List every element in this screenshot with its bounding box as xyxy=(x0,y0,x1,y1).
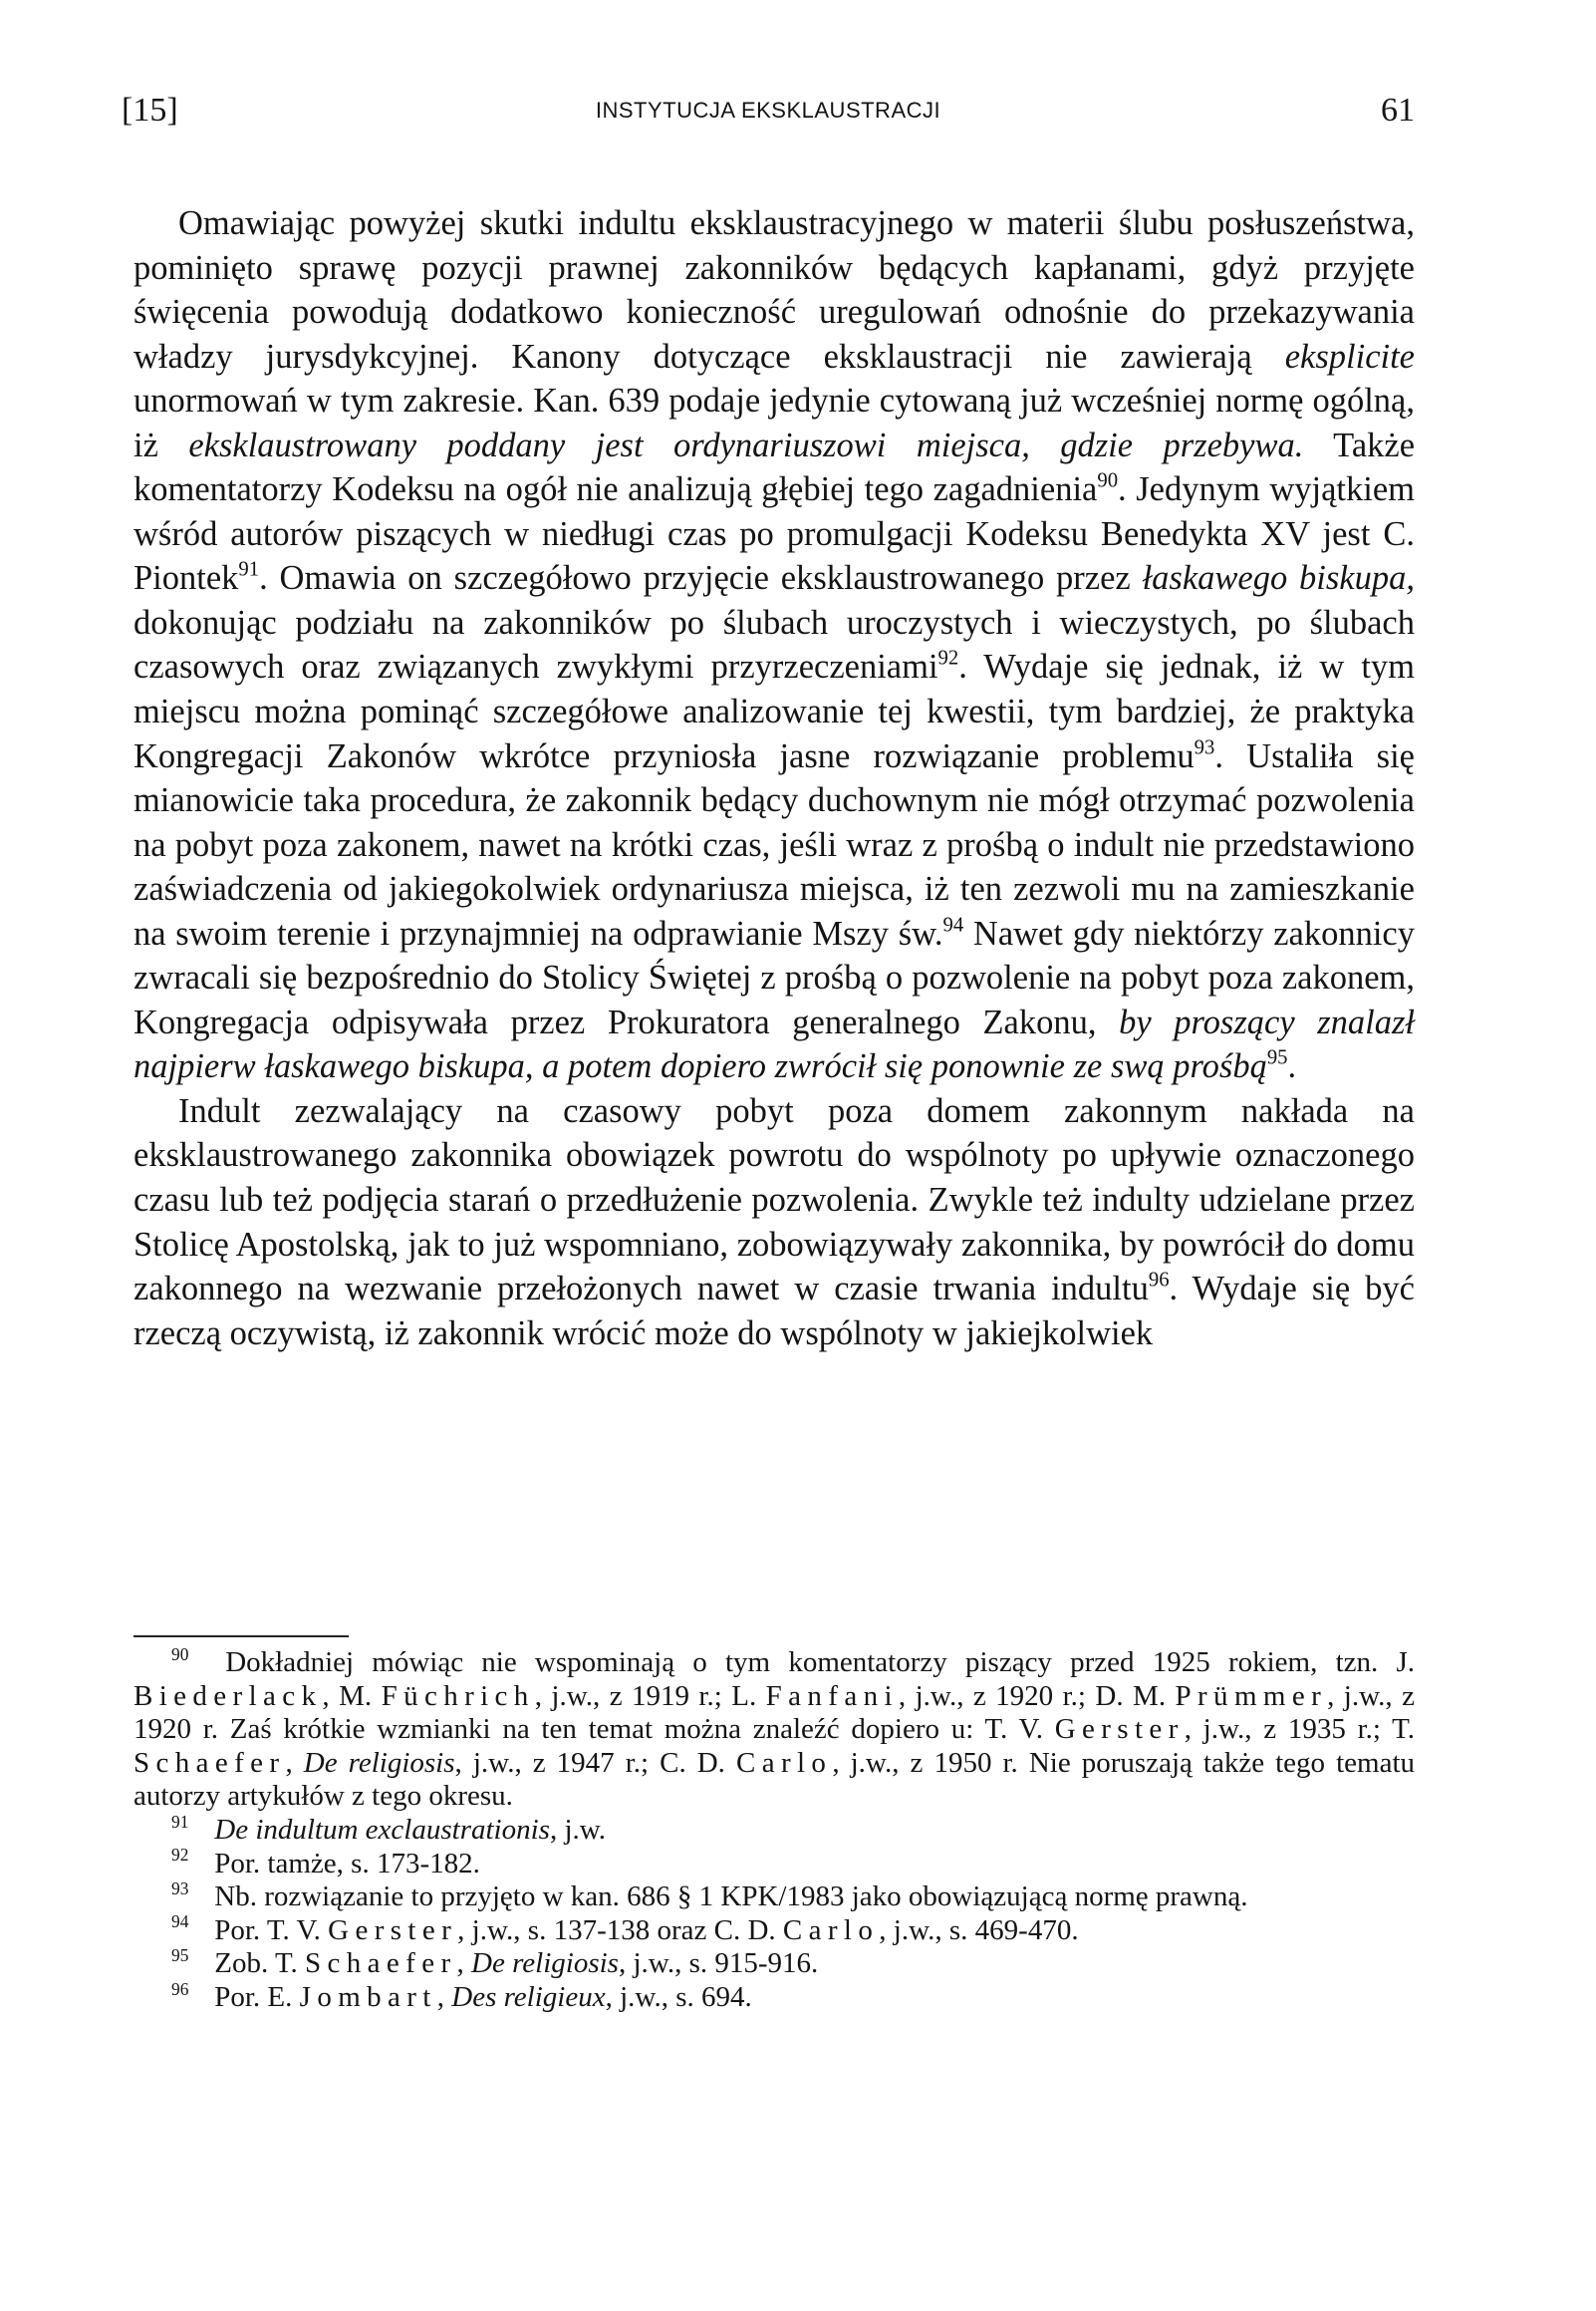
text-run: , j.w., s. 915-916. xyxy=(618,1947,819,1980)
text-run: , j.w. xyxy=(549,1813,607,1846)
text-run: unormowań w tym zakresie. Kan. 639 podaje jedynie cytowaną już wcześniej normę ogólną, iż xyxy=(133,382,1415,464)
text-run: . xyxy=(1287,1047,1297,1086)
text-run: , j.w., s. 137-138 oraz C. D. xyxy=(457,1913,783,1946)
work-title: Des religieux xyxy=(451,1980,606,2013)
footnote-93: $^{93}$ Nb. rozwiązanie to przyjęto w kan. 686 § 1 KPK/1983 jako obowiązującą normę prawną. xyxy=(171,1878,1248,1913)
author-name: Carlo xyxy=(735,1746,833,1779)
text-run: , M. xyxy=(322,1679,382,1712)
text-run: . Jedynym wyjątkiem wśród autorów piszących w niedługi czas po promulgacji Kodeksu Benedykta XV jest C. Piontek xyxy=(133,470,1415,598)
text-run: Nawet gdy niektórzy zakonnicy zwracali się bezpośrednio do Stolicy Świętej z prośbą o pozwolenie na pobyt poza zakonem, Kongregacja odpisywała przez Prokuratora generalnego Zakonu, xyxy=(133,914,1415,1041)
author-name: Fanfani xyxy=(765,1679,899,1712)
author-name: Gerster xyxy=(328,1913,458,1946)
italic-quote: łaskawego biskupa, xyxy=(1142,559,1415,598)
footnote-91: $^{91}$ De indultum exclaustrationis, j.w. xyxy=(171,1811,607,1846)
page-number: 61 xyxy=(1381,92,1415,129)
footnote-90: $^{90}$ Dokładniej mówiąc nie wspominają o tym komentatorzy piszący przed 1925 rokiem, tzn. J. Biederlack, M. Füchrich, j.w., z 1919 r.; L. Fanfani, j.w., z 1920 r.; D. M. Prümmer, j.w., z 1920 r. Zaś krótkie wzmianki na ten temat można znaleźć dopiero u: T. V. Gerster, j.w., z 1935 r.; T. Schaefer, De religiosis, j.w., z 1947 r.; C. D. Carlo, j.w., z 1950 r. Nie poruszają także tego tematu autorzy artykułów z tego okresu. xyxy=(133,1643,1416,1813)
author-name: Jombart xyxy=(299,1980,437,2013)
running-head xyxy=(122,92,1415,138)
text-run: , j.w., z 1919 r.; L. xyxy=(534,1679,766,1712)
text-run: Por. E. xyxy=(214,1980,300,2013)
italic-quote: eksklaustrowany poddany jest ordynariuszowi miejsca, gdzie przebywa. xyxy=(188,426,1304,464)
footnotes xyxy=(133,1643,1416,2015)
italic-quote: by proszący znalazł najpierw łaskawego biskupa, a potem dopiero zwrócił się ponownie ze swą prośbą xyxy=(133,1003,1415,1086)
author-name: Schaefer xyxy=(305,1947,457,1980)
footnote-separator xyxy=(133,1635,349,1637)
paragraph-2 xyxy=(133,1089,1415,1355)
author-name: Biederlack xyxy=(133,1679,323,1712)
work-title: De religiosis xyxy=(303,1746,455,1779)
footnote-ref-91[interactable]: 91 xyxy=(238,558,260,581)
text-run: , xyxy=(436,1980,452,2013)
text-run: , j.w., z 1950 r. Nie poruszają także tego tematu autorzy artykułów z tego okresu. xyxy=(133,1746,1416,1813)
main-text xyxy=(133,201,1415,1355)
author-name: Gerster xyxy=(1054,1713,1185,1746)
footnote-96: $^{96}$ Por. E. Jombart, Des religieux, j.w., s. 694. xyxy=(171,1978,752,2013)
footnote-ref-95[interactable]: 95 xyxy=(1266,1046,1288,1069)
text-run: Także komentatorzy Kodeksu na ogół nie analizują głębiej tego zagadnienia xyxy=(133,426,1416,509)
text-run: Por. tamże, s. 173-182. xyxy=(214,1847,480,1879)
author-name: Schaefer xyxy=(133,1746,286,1779)
section-number: [15] xyxy=(122,92,178,129)
text-run: Por. T. V. xyxy=(214,1913,329,1946)
text-run: Nb. rozwiązanie to przyjęto w kan. 686 § 1 KPK/1983 jako obowiązującą normę prawną. xyxy=(214,1880,1248,1913)
text-run: Dokładniej mówiąc nie wspominają o tym komentatorzy piszący przed 1925 rokiem, tzn. J. xyxy=(225,1646,1415,1678)
text-run: , xyxy=(456,1947,471,1980)
author-name: Carlo xyxy=(782,1913,880,1946)
text-run: . Ustaliła się mianowicie taka procedura, że zakonnik będący duchownym nie mógł otrzymać pozwolenia na pobyt poza zakonem, nawet na krótki czas, jeśli wraz z prośbą o indult nie przedstawiono zaświadczenia od jakiegokolwiek ordynariusza miejsca, iż ten zezwoli mu na zamieszkanie na swoim terenie i przynajmniej na odprawianie Mszy św. xyxy=(133,736,1415,953)
footnote-ref-90[interactable]: 90 xyxy=(1097,469,1119,492)
footnote-94: $^{94}$ Por. T. V. Gerster, j.w., s. 137-138 oraz C. D. Carlo, j.w., s. 469-470. xyxy=(171,1911,1079,1946)
author-name: Prümmer xyxy=(1175,1679,1328,1712)
text-run: , j.w., s. 469-470. xyxy=(879,1913,1079,1946)
text-run: . Omawia on szczegółowo przyjęcie eksklaustrowanego przez xyxy=(259,559,1143,598)
text-run: , j.w., z 1920 r.; D. M. xyxy=(898,1679,1176,1712)
footnote-ref-92[interactable]: 92 xyxy=(937,648,959,671)
footnote-92: $^{92}$ Por. tamże, s. 173-182. xyxy=(171,1845,480,1879)
italic-term: eksplicite xyxy=(1284,337,1415,376)
text-run: Omawiając powyżej skutki indultu eksklaustracyjnego w materii ślubu posłuszeństwa, pominięto sprawę pozycji prawnej zakonników będących kapłanami, gdyż przyjęte święcenia powodują dodatkowo konieczność uregulowań odnośnie do przekazywania władzy jurysdykcyjnej. Kanony dotyczące eksklaustracji nie zawierają xyxy=(133,204,1415,376)
footnote-ref-93[interactable]: 93 xyxy=(1194,736,1215,759)
text-run: Zob. T. xyxy=(214,1947,306,1980)
author-name: Füchrich xyxy=(381,1679,535,1712)
text-run: Indult zezwalający na czasowy pobyt poza domem zakonnym nakłada na eksklaustrowanego zakonnika obowiązek powrotu do wspólnoty po upływie oznaczonego czasu lub też podjęcia starań o przedłużenie pozwolenia. Zwykle też indulty udzielane przez Stolicę Apostolską, jak to już wspomniano, zobowiązywały zakonnika, by powrócił do domu zakonnego na wezwanie przełożonych nawet w czasie trwania indultu xyxy=(133,1091,1415,1308)
paragraph-1 xyxy=(133,201,1415,1089)
text-run: dokonując podziału na zakonników po ślubach uroczystych i wieczystych, po ślubach czasowych oraz związanych zwykłymi przyrzeczeniami xyxy=(133,603,1415,687)
text-run: , j.w., s. 694. xyxy=(605,1980,752,2013)
text-run: , j.w., z 1935 r.; T. xyxy=(1184,1713,1415,1746)
text-run: . Wydaje się być rzeczą oczywistą, iż zakonnik wrócić może do wspólnoty w jakiejkolwiek xyxy=(133,1270,1415,1352)
work-title: De religiosis xyxy=(471,1947,619,1980)
footnote-95: $^{95}$ Zob. T. Schaefer, De religiosis, j.w., s. 915-916. xyxy=(171,1945,819,1980)
text-run: , j.w., z 1947 r.; C. D. xyxy=(454,1746,736,1779)
footnote-ref-96[interactable]: 96 xyxy=(1148,1269,1170,1292)
text-run: . Wydaje się jednak, iż w tym miejscu można pominąć szczegółowe analizowanie tej kwestii, tym bardziej, że praktyka Kongregacji Zakonów wkrótce przyniosła jasne rozwiązanie problemu xyxy=(133,648,1415,775)
footnote-ref-94[interactable]: 94 xyxy=(942,914,964,937)
work-title: De indultum exclaustrationis xyxy=(214,1813,550,1846)
running-title: INSTYTUCJA EKSKLAUSTRACJI xyxy=(595,98,941,123)
text-run: , j.w., z 1920 r. Zaś krótkie wzmianki na ten temat można znaleźć dopiero u: T. V. xyxy=(133,1679,1415,1746)
text-run: , xyxy=(285,1746,304,1779)
